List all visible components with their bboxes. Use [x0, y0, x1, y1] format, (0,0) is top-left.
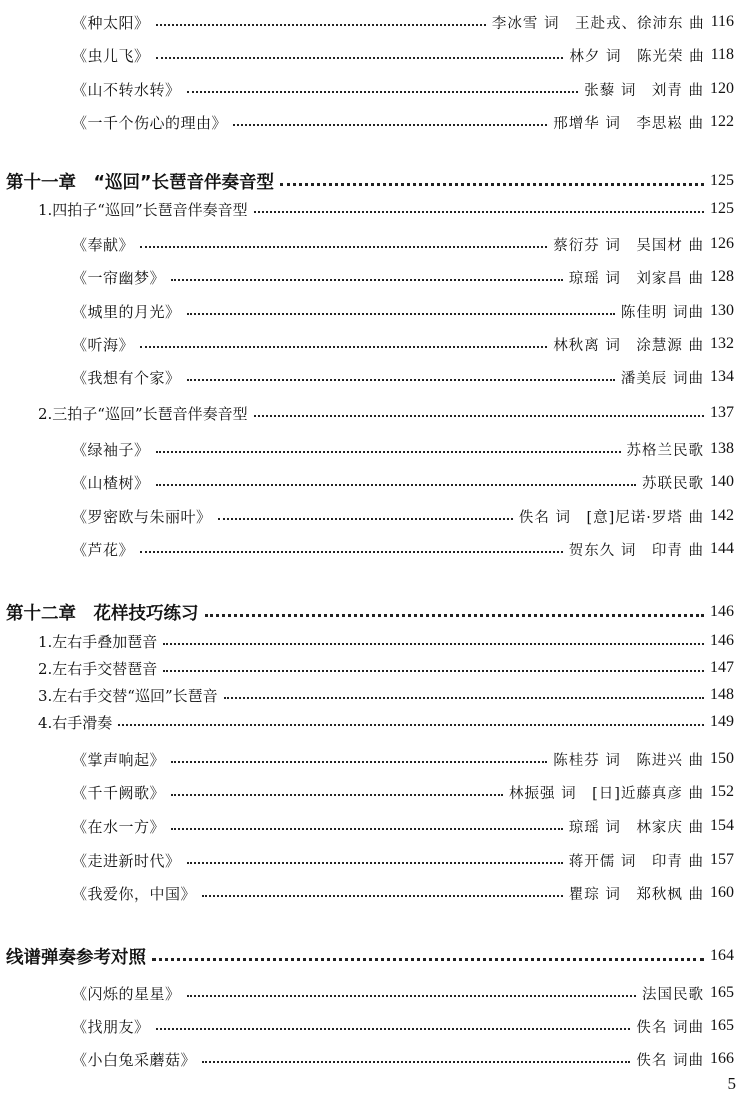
page-number: 5 [727, 1074, 736, 1093]
toc-section-entry [38, 401, 734, 425]
entry-credit: 贺东久 词 印青 曲 [568, 542, 704, 559]
entry-page-number: 165 [710, 984, 734, 1001]
entry-page-number: 149 [710, 713, 734, 730]
toc-section-entry [38, 656, 734, 680]
entry-credit: 佚名 词 [意]尼诺·罗塔 曲 [518, 509, 704, 526]
toc-song-entry [72, 76, 734, 102]
entry-page-number: 138 [710, 440, 734, 457]
dot-leader [140, 346, 547, 348]
entry-credit: 蔡衍芬 词 吴国材 曲 [553, 237, 704, 254]
dot-leader [187, 379, 615, 381]
entry-page-number: 146 [710, 632, 734, 649]
entry-page-number: 148 [710, 686, 734, 703]
toc-song-entry [72, 9, 734, 35]
entry-title: 《种太阳》 [72, 13, 150, 32]
dot-leader [218, 518, 513, 520]
toc-song-entry [72, 847, 734, 873]
toc-song-entry [72, 364, 734, 390]
entry-page-number: 125 [710, 200, 734, 217]
entry-title: 《走进新时代》 [72, 851, 181, 870]
toc-song-entry [72, 231, 734, 257]
entry-title: 《芦花》 [72, 540, 135, 559]
toc-song-entry [72, 298, 734, 324]
dot-leader [187, 995, 636, 997]
entry-title: 《奉献》 [72, 235, 135, 254]
entry-credit: 苏联民歌 [642, 475, 704, 492]
dot-leader [163, 670, 704, 672]
entry-page-number: 132 [710, 335, 734, 352]
entry-title: 第十一章 “巡回”长琶音伴奏音型 [6, 172, 275, 193]
entry-page-number: 140 [710, 473, 734, 490]
dot-leader [156, 451, 621, 453]
entry-credit: 瞿琮 词 郑秋枫 曲 [568, 886, 704, 903]
entry-title: 2.左右手交替琶音 [38, 659, 158, 678]
entry-page-number: 165 [710, 1017, 734, 1034]
toc-chapter-entry [6, 941, 734, 971]
dot-leader [205, 614, 705, 617]
dot-leader [171, 828, 563, 830]
dot-leader [187, 91, 579, 93]
dot-leader [171, 761, 547, 763]
toc-song-entry [72, 1046, 734, 1072]
dot-leader [202, 1061, 630, 1063]
entry-title: 《找朋友》 [72, 1017, 150, 1036]
entry-page-number: 166 [710, 1050, 734, 1067]
entry-title: 2.三拍子“巡回”长琶音伴奏音型 [38, 404, 248, 423]
entry-credit: 佚名 词曲 [636, 1019, 704, 1036]
entry-page-number: 126 [710, 235, 734, 252]
entry-title: 《绿袖子》 [72, 440, 150, 459]
dot-leader [171, 794, 503, 796]
toc-chapter-entry [6, 166, 734, 196]
entry-title: 《山楂树》 [72, 473, 150, 492]
entry-page-number: 116 [710, 13, 734, 30]
entry-page-number: 152 [710, 783, 734, 800]
entry-page-number: 154 [710, 817, 734, 834]
dot-leader [140, 551, 563, 553]
entry-page-number: 128 [710, 268, 734, 285]
entry-title: 《罗密欧与朱丽叶》 [72, 507, 212, 526]
entry-page-number: 146 [710, 603, 734, 620]
entry-credit: 陈桂芬 词 陈进兴 曲 [553, 752, 704, 769]
toc-section-entry [38, 629, 734, 653]
dot-leader [118, 724, 704, 726]
entry-title: 《闪烁的星星》 [72, 984, 181, 1003]
toc-song-entry [72, 109, 734, 135]
toc-song-entry [72, 980, 734, 1006]
dot-leader [187, 862, 563, 864]
entry-credit: 林秋离 词 涂慧源 曲 [553, 337, 704, 354]
entry-page-number: 122 [710, 113, 734, 130]
entry-page-number: 160 [710, 884, 734, 901]
toc-song-entry [72, 813, 734, 839]
entry-credit: 邢增华 词 李思崧 曲 [553, 115, 704, 132]
dot-leader [156, 484, 636, 486]
entry-credit: 琼瑶 词 林家庆 曲 [568, 819, 704, 836]
dot-leader [156, 57, 564, 59]
entry-page-number: 142 [710, 507, 734, 524]
entry-credit: 苏格兰民歌 [626, 442, 704, 459]
dot-leader [140, 246, 547, 248]
entry-page-number: 137 [710, 404, 734, 421]
entry-title: 3.左右手交替“巡回”长琶音 [38, 686, 218, 705]
toc-song-entry [72, 746, 734, 772]
entry-page-number: 144 [710, 540, 734, 557]
entry-title: 《我爱你，中国》 [72, 884, 197, 903]
entry-title: 《掌声响起》 [72, 750, 166, 769]
toc-song-entry [72, 331, 734, 357]
toc-section-entry [38, 683, 734, 707]
entry-page-number: 134 [710, 368, 734, 385]
entry-title: 1.四拍子“巡回”长琶音伴奏音型 [38, 200, 248, 219]
toc-section-entry [38, 710, 734, 734]
entry-title: 《千千阙歌》 [72, 783, 166, 802]
toc-song-entry [72, 1013, 734, 1039]
entry-title: 1.左右手叠加琶音 [38, 632, 158, 651]
toc-song-entry [72, 536, 734, 562]
entry-page-number: 164 [710, 947, 734, 964]
entry-credit: 蒋开儒 词 印青 曲 [568, 853, 704, 870]
entry-title: 《我想有个家》 [72, 368, 181, 387]
dot-leader [254, 415, 704, 417]
entry-credit: 琼瑶 词 刘家昌 曲 [568, 270, 704, 287]
entry-page-number: 125 [710, 172, 734, 189]
entry-page-number: 157 [710, 851, 734, 868]
entry-title: 《在水一方》 [72, 817, 166, 836]
toc-song-entry [72, 42, 734, 68]
entry-title: 《听海》 [72, 335, 135, 354]
entry-page-number: 118 [710, 46, 734, 63]
entry-page-number: 147 [710, 659, 734, 676]
entry-title: 《小白兔采蘑菇》 [72, 1050, 197, 1069]
entry-title: 第十二章 花样技巧练习 [6, 603, 199, 624]
entry-credit: 陈佳明 词曲 [620, 304, 704, 321]
toc-song-entry [72, 436, 734, 462]
entry-page-number: 150 [710, 750, 734, 767]
entry-title: 《城里的月光》 [72, 302, 181, 321]
entry-credit: 林夕 词 陈光荣 曲 [569, 48, 705, 65]
entry-credit: 李冰雪 词 王赴戎、徐沛东 曲 [491, 15, 705, 32]
dot-leader [280, 183, 704, 186]
toc-song-entry [72, 880, 734, 906]
entry-credit: 张藜 词 刘青 曲 [584, 82, 704, 99]
entry-credit: 佚名 词曲 [636, 1052, 704, 1069]
toc-section-entry [38, 197, 734, 221]
entry-credit: 潘美辰 词曲 [620, 370, 704, 387]
toc-chapter-entry [6, 597, 734, 627]
entry-credit: 林振强 词 [日]近藤真彦 曲 [508, 785, 704, 802]
dot-leader [163, 643, 704, 645]
dot-leader [202, 895, 563, 897]
entry-title: 4.右手滑奏 [38, 713, 113, 732]
toc-song-entry [72, 264, 734, 290]
toc-song-entry [72, 503, 734, 529]
dot-leader [254, 211, 704, 213]
dot-leader [152, 958, 704, 961]
entry-title: 《一千个伤心的理由》 [72, 113, 228, 132]
toc-song-entry [72, 779, 734, 805]
entry-credit: 法国民歌 [642, 986, 704, 1003]
entry-title: 《虫儿飞》 [72, 46, 150, 65]
entry-title: 《山不转水转》 [72, 80, 181, 99]
dot-leader [171, 279, 563, 281]
entry-title: 《一帘幽梦》 [72, 268, 166, 287]
entry-title: 线谱弹奏参考对照 [6, 947, 146, 968]
dot-leader [224, 697, 704, 699]
entry-page-number: 120 [710, 80, 734, 97]
dot-leader [156, 1028, 631, 1030]
toc-song-entry [72, 469, 734, 495]
entry-page-number: 130 [710, 302, 734, 319]
dot-leader [187, 313, 615, 315]
dot-leader [233, 124, 547, 126]
dot-leader [156, 24, 486, 26]
